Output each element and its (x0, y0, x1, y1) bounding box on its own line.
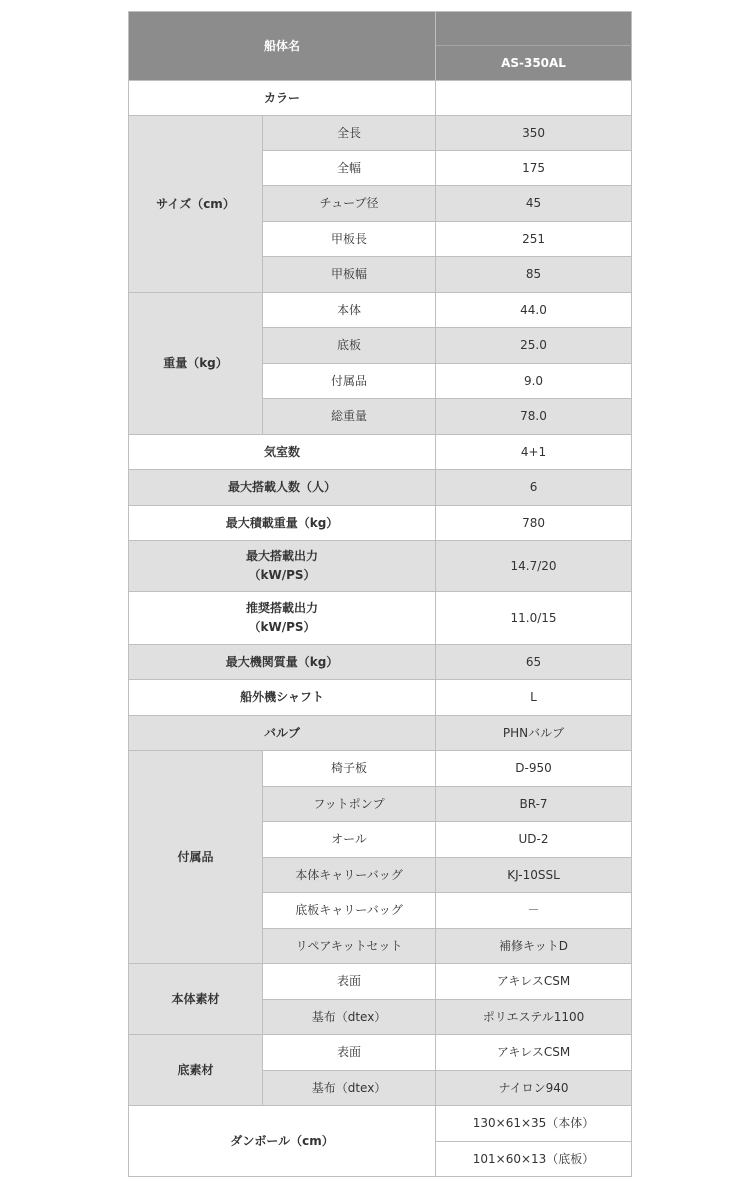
weight-row-label: 本体 (263, 293, 436, 328)
size-row-label: 甲板長 (263, 222, 436, 257)
max-power-value: 14.7/20 (436, 541, 632, 592)
bottom-material-row-value: ナイロン940 (436, 1071, 632, 1106)
accessory-row-label: フットポンプ (263, 787, 436, 822)
max-load-label: 最大積載重量（kg） (129, 506, 436, 541)
accessory-row-value: － (436, 893, 632, 929)
max-power-label (129, 541, 436, 592)
cardboard-value-bottom: 101×60×13（底板） (436, 1142, 632, 1177)
size-label: サイズ（cm） (129, 116, 263, 293)
model-name: AS-350AL (436, 46, 632, 81)
recommended-power-label-line2: （kW/PS） (248, 620, 316, 634)
max-persons-value: 6 (436, 470, 632, 506)
outboard-shaft-label: 船外機シャフト (129, 680, 436, 716)
accessory-row-value: KJ-10SSL (436, 858, 632, 893)
weight-row-label: 付属品 (263, 364, 436, 399)
accessory-row-value: BR-7 (436, 787, 632, 822)
accessory-row-value: 補修キットD (436, 929, 632, 964)
recommended-power-label (129, 592, 436, 645)
max-persons-label: 最大搭載人数（人） (129, 470, 436, 506)
cardboard-label: ダンボール（cm） (129, 1106, 436, 1177)
size-row-label: 甲板幅 (263, 257, 436, 293)
weight-row-label: 総重量 (263, 399, 436, 435)
weight-row-label: 底板 (263, 328, 436, 364)
spec-table (128, 11, 632, 1177)
valve-label: バルブ (129, 716, 436, 751)
size-row-value: 45 (436, 186, 632, 222)
air-chambers-label: 気室数 (129, 435, 436, 470)
size-row-value: 175 (436, 151, 632, 186)
body-material-row-label: 表面 (263, 964, 436, 1000)
outboard-shaft-value: L (436, 680, 632, 716)
accessory-row-label: 本体キャリーバッグ (263, 858, 436, 893)
accessory-row-label: リペアキットセット (263, 929, 436, 964)
bottom-material-row-label: 表面 (263, 1035, 436, 1071)
size-row-label: 全幅 (263, 151, 436, 186)
size-row-value: 85 (436, 257, 632, 293)
accessory-row-label: オール (263, 822, 436, 858)
recommended-power-label-line1: 推奨搭載出力 (246, 601, 319, 615)
max-engine-mass-value: 65 (436, 645, 632, 680)
size-row-label: 全長 (263, 116, 436, 151)
weight-row-value: 44.0 (436, 293, 632, 328)
body-material-row-value: アキレスCSM (436, 964, 632, 1000)
body-material-row-value: ポリエステル1100 (436, 1000, 632, 1035)
cardboard-value-body: 130×61×35（本体） (436, 1106, 632, 1142)
accessory-row-label: 椅子板 (263, 751, 436, 787)
accessory-row-value: UD-2 (436, 822, 632, 858)
header-spacer (436, 12, 632, 46)
air-chambers-value: 4+1 (436, 435, 632, 470)
accessory-row-label: 底板キャリーバッグ (263, 893, 436, 929)
bottom-material-row-value: アキレスCSM (436, 1035, 632, 1071)
hull-name-header: 船体名 (129, 12, 436, 81)
max-engine-mass-label: 最大機関質量（kg） (129, 645, 436, 680)
body-material-label: 本体素材 (129, 964, 263, 1035)
color-value (436, 81, 632, 116)
accessories-label: 付属品 (129, 751, 263, 964)
max-power-label-line1: 最大搭載出力 (246, 549, 319, 563)
max-load-value: 780 (436, 506, 632, 541)
body-material-row-label: 基布（dtex） (263, 1000, 436, 1035)
size-row-value: 350 (436, 116, 632, 151)
size-row-value: 251 (436, 222, 632, 257)
max-power-label-line2: （kW/PS） (248, 568, 316, 582)
recommended-power-value: 11.0/15 (436, 592, 632, 645)
weight-row-value: 78.0 (436, 399, 632, 435)
accessory-row-value: D-950 (436, 751, 632, 787)
bottom-material-row-label: 基布（dtex） (263, 1071, 436, 1106)
bottom-material-label: 底素材 (129, 1035, 263, 1106)
color-label: カラー (129, 81, 436, 116)
valve-value: PHNバルブ (436, 716, 632, 751)
weight-row-value: 25.0 (436, 328, 632, 364)
size-row-label: チューブ径 (263, 186, 436, 222)
weight-row-value: 9.0 (436, 364, 632, 399)
weight-label: 重量（kg） (129, 293, 263, 435)
